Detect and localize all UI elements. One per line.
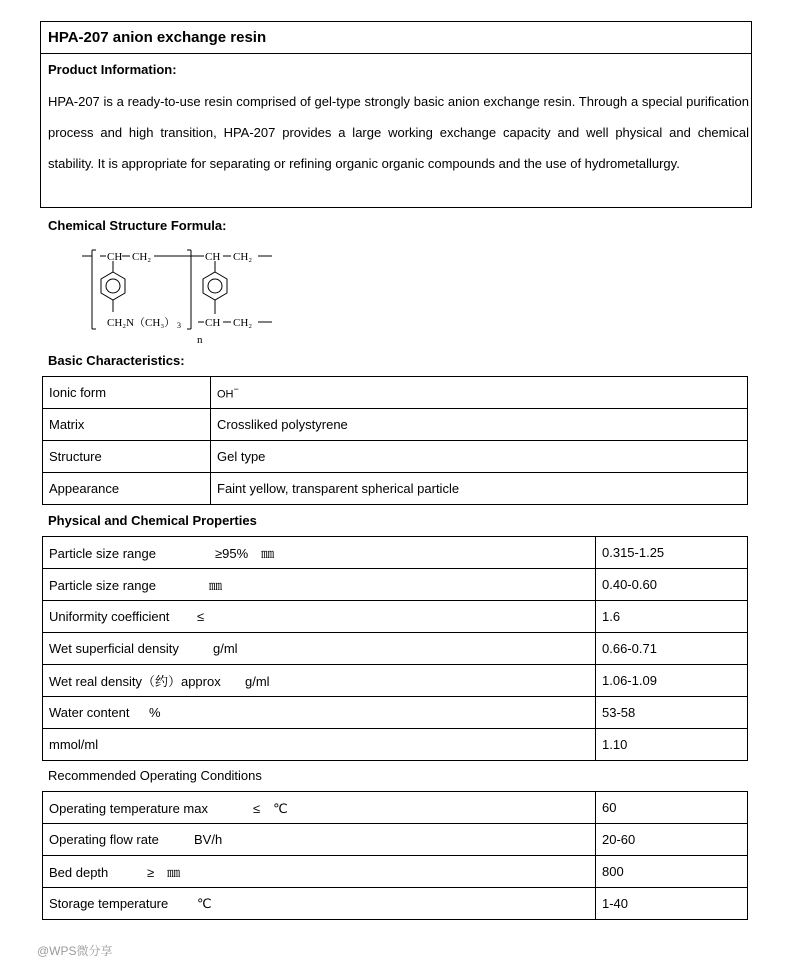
basic-value bbox=[211, 377, 748, 409]
product-info-box bbox=[40, 21, 752, 208]
formula-substituent: CH₂N（CH₃） bbox=[107, 317, 176, 329]
basic-characteristics-table bbox=[42, 376, 748, 505]
basic-value: Gel type bbox=[211, 441, 748, 473]
property-name: Wet real density（约）approx bbox=[49, 674, 221, 689]
property-value: 53-58 bbox=[596, 697, 748, 729]
property-unit: ㎜ bbox=[209, 578, 223, 593]
basic-key: Structure bbox=[43, 441, 211, 473]
table-row bbox=[43, 569, 748, 601]
physical-properties-label: Physical and Chemical Properties bbox=[48, 513, 257, 528]
property-name: mmol/ml bbox=[49, 737, 99, 752]
property-name-cell bbox=[43, 601, 596, 633]
basic-value-superscript: − bbox=[233, 384, 239, 395]
formula-repeat-n: n bbox=[197, 334, 203, 346]
condition-name: Operating temperature max bbox=[49, 801, 208, 816]
condition-value: 20-60 bbox=[596, 824, 748, 856]
property-name: Water content bbox=[49, 705, 130, 720]
document-title: HPA-207 anion exchange resin bbox=[41, 22, 751, 54]
property-name: Particle size range bbox=[49, 578, 156, 593]
property-name-cell bbox=[43, 665, 596, 697]
formula-top-left-ch2: CH₂ bbox=[132, 251, 152, 263]
property-value: 0.40-0.60 bbox=[596, 569, 748, 601]
property-value: 1.06-1.09 bbox=[596, 665, 748, 697]
formula-bottom-ch2: CH₂ bbox=[233, 317, 253, 329]
table-row bbox=[43, 473, 748, 505]
condition-name-cell bbox=[43, 792, 596, 824]
formula-top-right-ch: CH bbox=[205, 251, 221, 263]
product-info-label: Product Information: bbox=[48, 62, 177, 77]
property-name: Particle size range bbox=[49, 546, 156, 561]
property-unit: ≥95% ㎜ bbox=[215, 546, 275, 561]
basic-key: Ionic form bbox=[43, 377, 211, 409]
table-row bbox=[43, 697, 748, 729]
basic-value: Faint yellow, transparent spherical particle bbox=[211, 473, 748, 505]
condition-value: 1-40 bbox=[596, 888, 748, 920]
condition-name-cell bbox=[43, 856, 596, 888]
basic-key: Matrix bbox=[43, 409, 211, 441]
table-row bbox=[43, 377, 748, 409]
property-unit: ≤ bbox=[197, 609, 205, 624]
property-unit: % bbox=[149, 705, 161, 720]
formula-top-left-ch: CH bbox=[107, 251, 123, 263]
property-name-cell bbox=[43, 537, 596, 569]
product-info-text: HPA-207 is a ready-to-use resin comprised of gel-type strongly basic anion exchange resin. Through a special purification process and high transition, HPA-207 provides a large working exchange capacity and well physical and chemical stability. It is appropriate for separating or refining organic organic compounds and the use of hydrometallurgy. bbox=[48, 94, 749, 171]
table-row bbox=[43, 441, 748, 473]
table-row bbox=[43, 633, 748, 665]
property-value: 1.10 bbox=[596, 729, 748, 761]
condition-unit: ℃ bbox=[197, 895, 212, 911]
basic-value-text: OH bbox=[217, 388, 234, 401]
property-value: 0.66-0.71 bbox=[596, 633, 748, 665]
table-row bbox=[43, 409, 748, 441]
operating-conditions-label: Recommended Operating Conditions bbox=[48, 768, 262, 783]
basic-value: Crossliked polystyrene bbox=[211, 409, 748, 441]
condition-name: Operating flow rate bbox=[49, 832, 159, 847]
wps-watermark: @WPS微分享 bbox=[37, 944, 113, 958]
condition-unit: ≤ ℃ bbox=[253, 801, 288, 816]
operating-conditions-table bbox=[42, 791, 748, 920]
property-unit: g/ml bbox=[245, 674, 270, 689]
table-row bbox=[43, 888, 748, 920]
physical-properties-table bbox=[42, 536, 748, 761]
condition-name-cell bbox=[43, 888, 596, 920]
property-name-cell bbox=[43, 633, 596, 665]
condition-unit: BV/h bbox=[194, 832, 223, 847]
condition-value: 60 bbox=[596, 792, 748, 824]
table-row bbox=[43, 665, 748, 697]
property-name-cell bbox=[43, 729, 596, 761]
formula-subscript-3: 3 bbox=[177, 321, 181, 330]
condition-value: 800 bbox=[596, 856, 748, 888]
formula-bottom-ch: CH bbox=[205, 317, 221, 329]
condition-unit: ≥ ㎜ bbox=[147, 865, 181, 880]
property-value: 0.315-1.25 bbox=[596, 537, 748, 569]
property-name: Uniformity coefficient bbox=[49, 609, 170, 624]
table-row bbox=[43, 824, 748, 856]
table-row bbox=[43, 601, 748, 633]
basic-key: Appearance bbox=[43, 473, 211, 505]
table-row bbox=[43, 856, 748, 888]
property-name-cell bbox=[43, 697, 596, 729]
chem-structure-label: Chemical Structure Formula: bbox=[48, 218, 227, 233]
condition-name-cell bbox=[43, 824, 596, 856]
property-value: 1.6 bbox=[596, 601, 748, 633]
condition-name: Bed depth bbox=[49, 865, 109, 880]
basic-characteristics-label: Basic Characteristics: bbox=[48, 353, 185, 368]
property-name: Wet superficial density bbox=[49, 641, 179, 656]
chemical-structure-formula bbox=[78, 242, 298, 347]
property-unit: g/ml bbox=[213, 641, 238, 656]
formula-top-right-ch2: CH₂ bbox=[233, 251, 253, 263]
table-row bbox=[43, 792, 748, 824]
property-name-cell bbox=[43, 569, 596, 601]
condition-name: Storage temperature bbox=[49, 895, 169, 911]
table-row bbox=[43, 537, 748, 569]
table-row bbox=[43, 729, 748, 761]
